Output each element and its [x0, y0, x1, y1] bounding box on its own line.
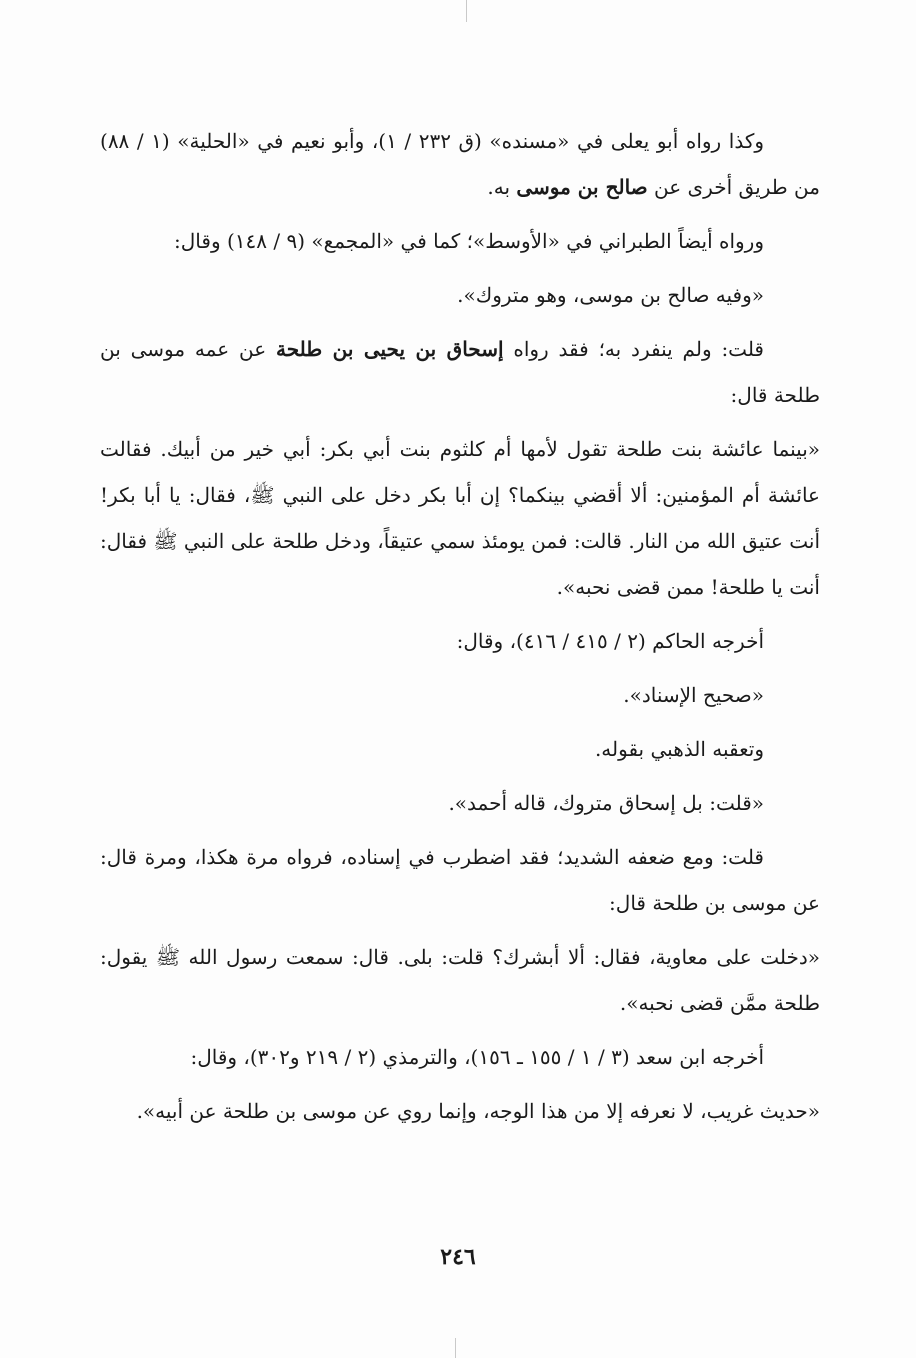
text-span: وتعقبه الذهبي بقوله.	[594, 737, 764, 761]
text-span: قلت: ومع ضعفه الشديد؛ فقد اضطرب في إسناده، فرواه مرة هكذا، ومرة قال: عن موسى بن طلحة قال:	[100, 845, 820, 915]
scan-artifact-bottom	[455, 1338, 456, 1358]
page-number: ٢٤٦	[440, 1244, 476, 1270]
bold-name-span: إسحاق بن يحيى بن طلحة	[275, 337, 504, 361]
scan-artifact-top	[466, 0, 467, 22]
quoted-paragraph	[100, 426, 820, 610]
paragraph	[100, 218, 820, 264]
paragraph	[100, 618, 820, 664]
quoted-paragraph	[100, 934, 820, 1026]
paragraph	[100, 326, 820, 418]
text-span: أخرجه الحاكم (٢ / ٤١٥ / ٤١٦)، وقال:	[456, 629, 764, 653]
paragraph	[100, 672, 820, 718]
text-span: «بينما عائشة بنت طلحة تقول لأمها أم كلثوم بنت أبي بكر: أبي خير من أبيك. فقالت عائشة أم المؤمنين: ألا أقضي بينكما؟ إن أبا بكر دخل على النبي ﷺ، فقال: يا أبا بكر! أنت عتيق الله من النار. قالت: فمن يومئذ سمي عتيقاً، ودخل طلحة على النبي ﷺ فقال: أنت يا طلحة! ممن قضى نحبه».	[100, 437, 820, 599]
text-span: «حديث غريب، لا نعرفه إلا من هذا الوجه، وإنما روي عن موسى بن طلحة عن أبيه».	[136, 1099, 820, 1123]
text-span: عن عمه موسى بن طلحة قال:	[100, 337, 820, 407]
text-span: به.	[487, 175, 517, 199]
text-span: قلت: ولم ينفرد به؛ فقد رواه	[503, 337, 764, 361]
text-span: «دخلت على معاوية، فقال: ألا أبشرك؟ قلت: بلى. قال: سمعت رسول الله ﷺ يقول: طلحة ممَّن قضى نحبه».	[100, 945, 820, 1015]
paragraph	[100, 834, 820, 926]
quoted-paragraph	[100, 1088, 820, 1134]
paragraph	[100, 118, 820, 210]
bold-name-span: صالح بن موسى	[516, 175, 648, 199]
text-span: أخرجه ابن سعد (٣ / ١ / ١٥٥ ـ ١٥٦)، والترمذي (٢ / ٢١٩ و٣٠٢)، وقال:	[190, 1045, 764, 1069]
text-span: ورواه أيضاً الطبراني في «الأوسط»؛ كما في «المجمع» (٩ / ١٤٨) وقال:	[174, 229, 764, 253]
page-body-text	[100, 118, 820, 1142]
paragraph	[100, 780, 820, 826]
text-span: وكذا رواه أبو يعلى في «مسنده» (ق ٢٣٢ / ١)، وأبو نعيم في «الحلية» (١ / ٨٨) من طريق أخرى عن	[100, 129, 820, 199]
text-span: «وفيه صالح بن موسى، وهو متروك».	[457, 283, 764, 307]
text-span: «صحيح الإسناد».	[623, 683, 764, 707]
paragraph	[100, 1034, 820, 1080]
text-span: «قلت: بل إسحاق متروك، قاله أحمد».	[448, 791, 764, 815]
paragraph	[100, 726, 820, 772]
paragraph	[100, 272, 820, 318]
